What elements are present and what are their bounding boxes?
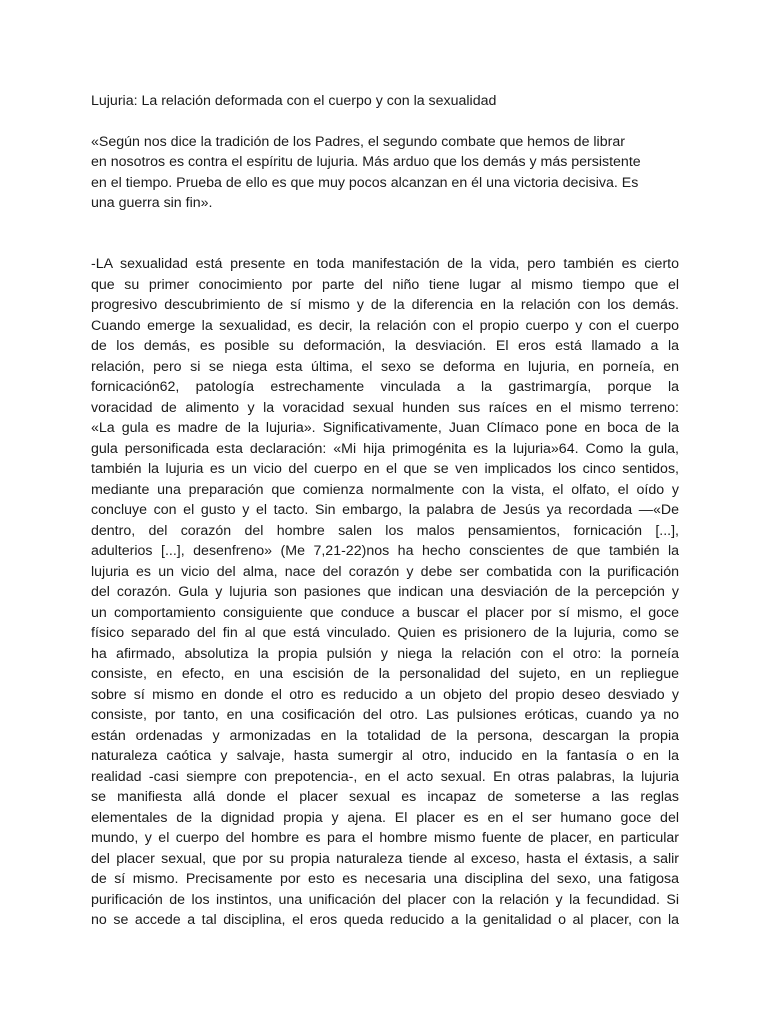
body-line: un comportamiento consiguiente que conduce a buscar el placer por sí mismo, el goce [91, 604, 679, 621]
body-line: lujuria es un vicio del alma, nace del corazón y debe ser combatida con la purificación [91, 563, 679, 580]
body-line: consiste, en efecto, en una escisión de la personalidad del sujeto, en un repliegue [91, 666, 679, 682]
body-line: del corazón. Gula y lujuria son pasiones que indican una desviación de la percepción y [91, 584, 679, 600]
body-line: del placer sexual, que por su propia naturaleza tiende al exceso, hasta el éxtasis, a salir [91, 850, 679, 867]
body-line: elementales de la dignidad propia y ajena. El placer es en el ser humano goce del [91, 809, 679, 826]
body-line: gula personificada esta declaración: «Mi hija primogénita es la lujuria»64. Como la gula, [91, 440, 679, 457]
quote-line: «Según nos dice la tradición de los Padres, el segundo combate que hemos de librar [91, 133, 625, 150]
opening-quote [91, 132, 679, 214]
body-line: «La gula es madre de la lujuria». Significativamente, Juan Clímaco pone en boca de la [91, 420, 679, 436]
document-page [91, 91, 679, 928]
body-line: físico separado del fin al que está vinculado. Quien es prisionero de la lujuria, como se [91, 625, 679, 641]
body-line: que su primer conocimiento por parte del niño tiene lugar al mismo tiempo que el [91, 276, 679, 293]
body-line: dentro, del corazón del hombre salen los malos pensamientos, fornicación [...], [91, 522, 679, 539]
body-line: de los demás, es posible su deformación, la desviación. El eros está llamado a la [91, 338, 679, 354]
document-title: Lujuria: La relación deformada con el cuerpo y con la sexualidad [91, 93, 497, 109]
body-line: de sí mismo. Precisamente por esto es necesaria una disciplina del sexo, una fatigosa [91, 871, 679, 887]
body-line: realidad -casi siempre con prepotencia-, en el acto sexual. En otras palabras, la lujuria [91, 768, 679, 785]
body-line: consiste, por tanto, en una cosificación del otro. Las pulsiones eróticas, cuando ya no [91, 707, 679, 723]
body-line: relación, pero si se niega esta última, el sexo se deforma en lujuria, en porneía, en [91, 358, 679, 375]
quote-line: una guerra sin fin». [91, 195, 213, 211]
body-line: no se accede a tal disciplina, el eros queda reducido a la genitalidad o al placer, con la [91, 912, 679, 928]
body-line: naturaleza caótica y salvaje, hasta sumergir al otro, inducido en la fantasía o en la [91, 748, 679, 764]
body-line: progresivo descubrimiento de sí mismo y de la diferencia en la relación con los demás. [91, 297, 679, 313]
body-line: se manifiesta allá donde el placer sexual es incapaz de someterse a las reglas [91, 789, 679, 805]
body-line: ha afirmado, absolutiza la propia pulsión y niega la relación con el otro: la porneía [91, 645, 679, 662]
body-line: también la lujuria es un vicio del cuerpo en el que se ven implicados los cinco sentidos, [91, 461, 679, 477]
body-line: adulterios [...], desenfreno» (Me 7,21-22)nos ha hecho conscientes de que también la [91, 543, 679, 559]
body-line: voracidad de alimento y la voracidad sexual hunden sus raíces en el mismo terreno: [91, 399, 679, 416]
body-paragraph [91, 254, 679, 931]
body-line: -LA sexualidad está presente en toda manifestación de la vida, pero también es cierto [91, 256, 679, 272]
quote-line: en nosotros es contra el espíritu de lujuria. Más arduo que los demás y más persistente [91, 154, 641, 170]
quote-line: en el tiempo. Prueba de ello es que muy pocos alcanzan en él una victoria decisiva. Es [91, 174, 639, 191]
body-line: mundo, y el cuerpo del hombre es para el hombre mismo fuente de placer, en particular [91, 830, 679, 846]
body-line: fornicación62, patología estrechamente vinculada a la gastrimargía, porque la [91, 379, 679, 395]
body-line: sobre sí mismo en donde el otro es reducido a un objeto del propio deseo desviado y [91, 686, 679, 703]
body-line: mediante una preparación que comienza normalmente con la vista, el olfato, el oído y [91, 481, 679, 498]
body-line: Cuando emerge la sexualidad, es decir, la relación con el propio cuerpo y con el cuerpo [91, 317, 679, 334]
body-line: purificación de los instintos, una unificación del placer con la relación y la fecundidad. Si [91, 891, 679, 908]
body-line: están ordenadas y armonizadas en la totalidad de la persona, descargan la propia [91, 727, 679, 744]
body-line: concluye con el gusto y el tacto. Sin embargo, la palabra de Jesús ya recordada —«De [91, 502, 679, 518]
